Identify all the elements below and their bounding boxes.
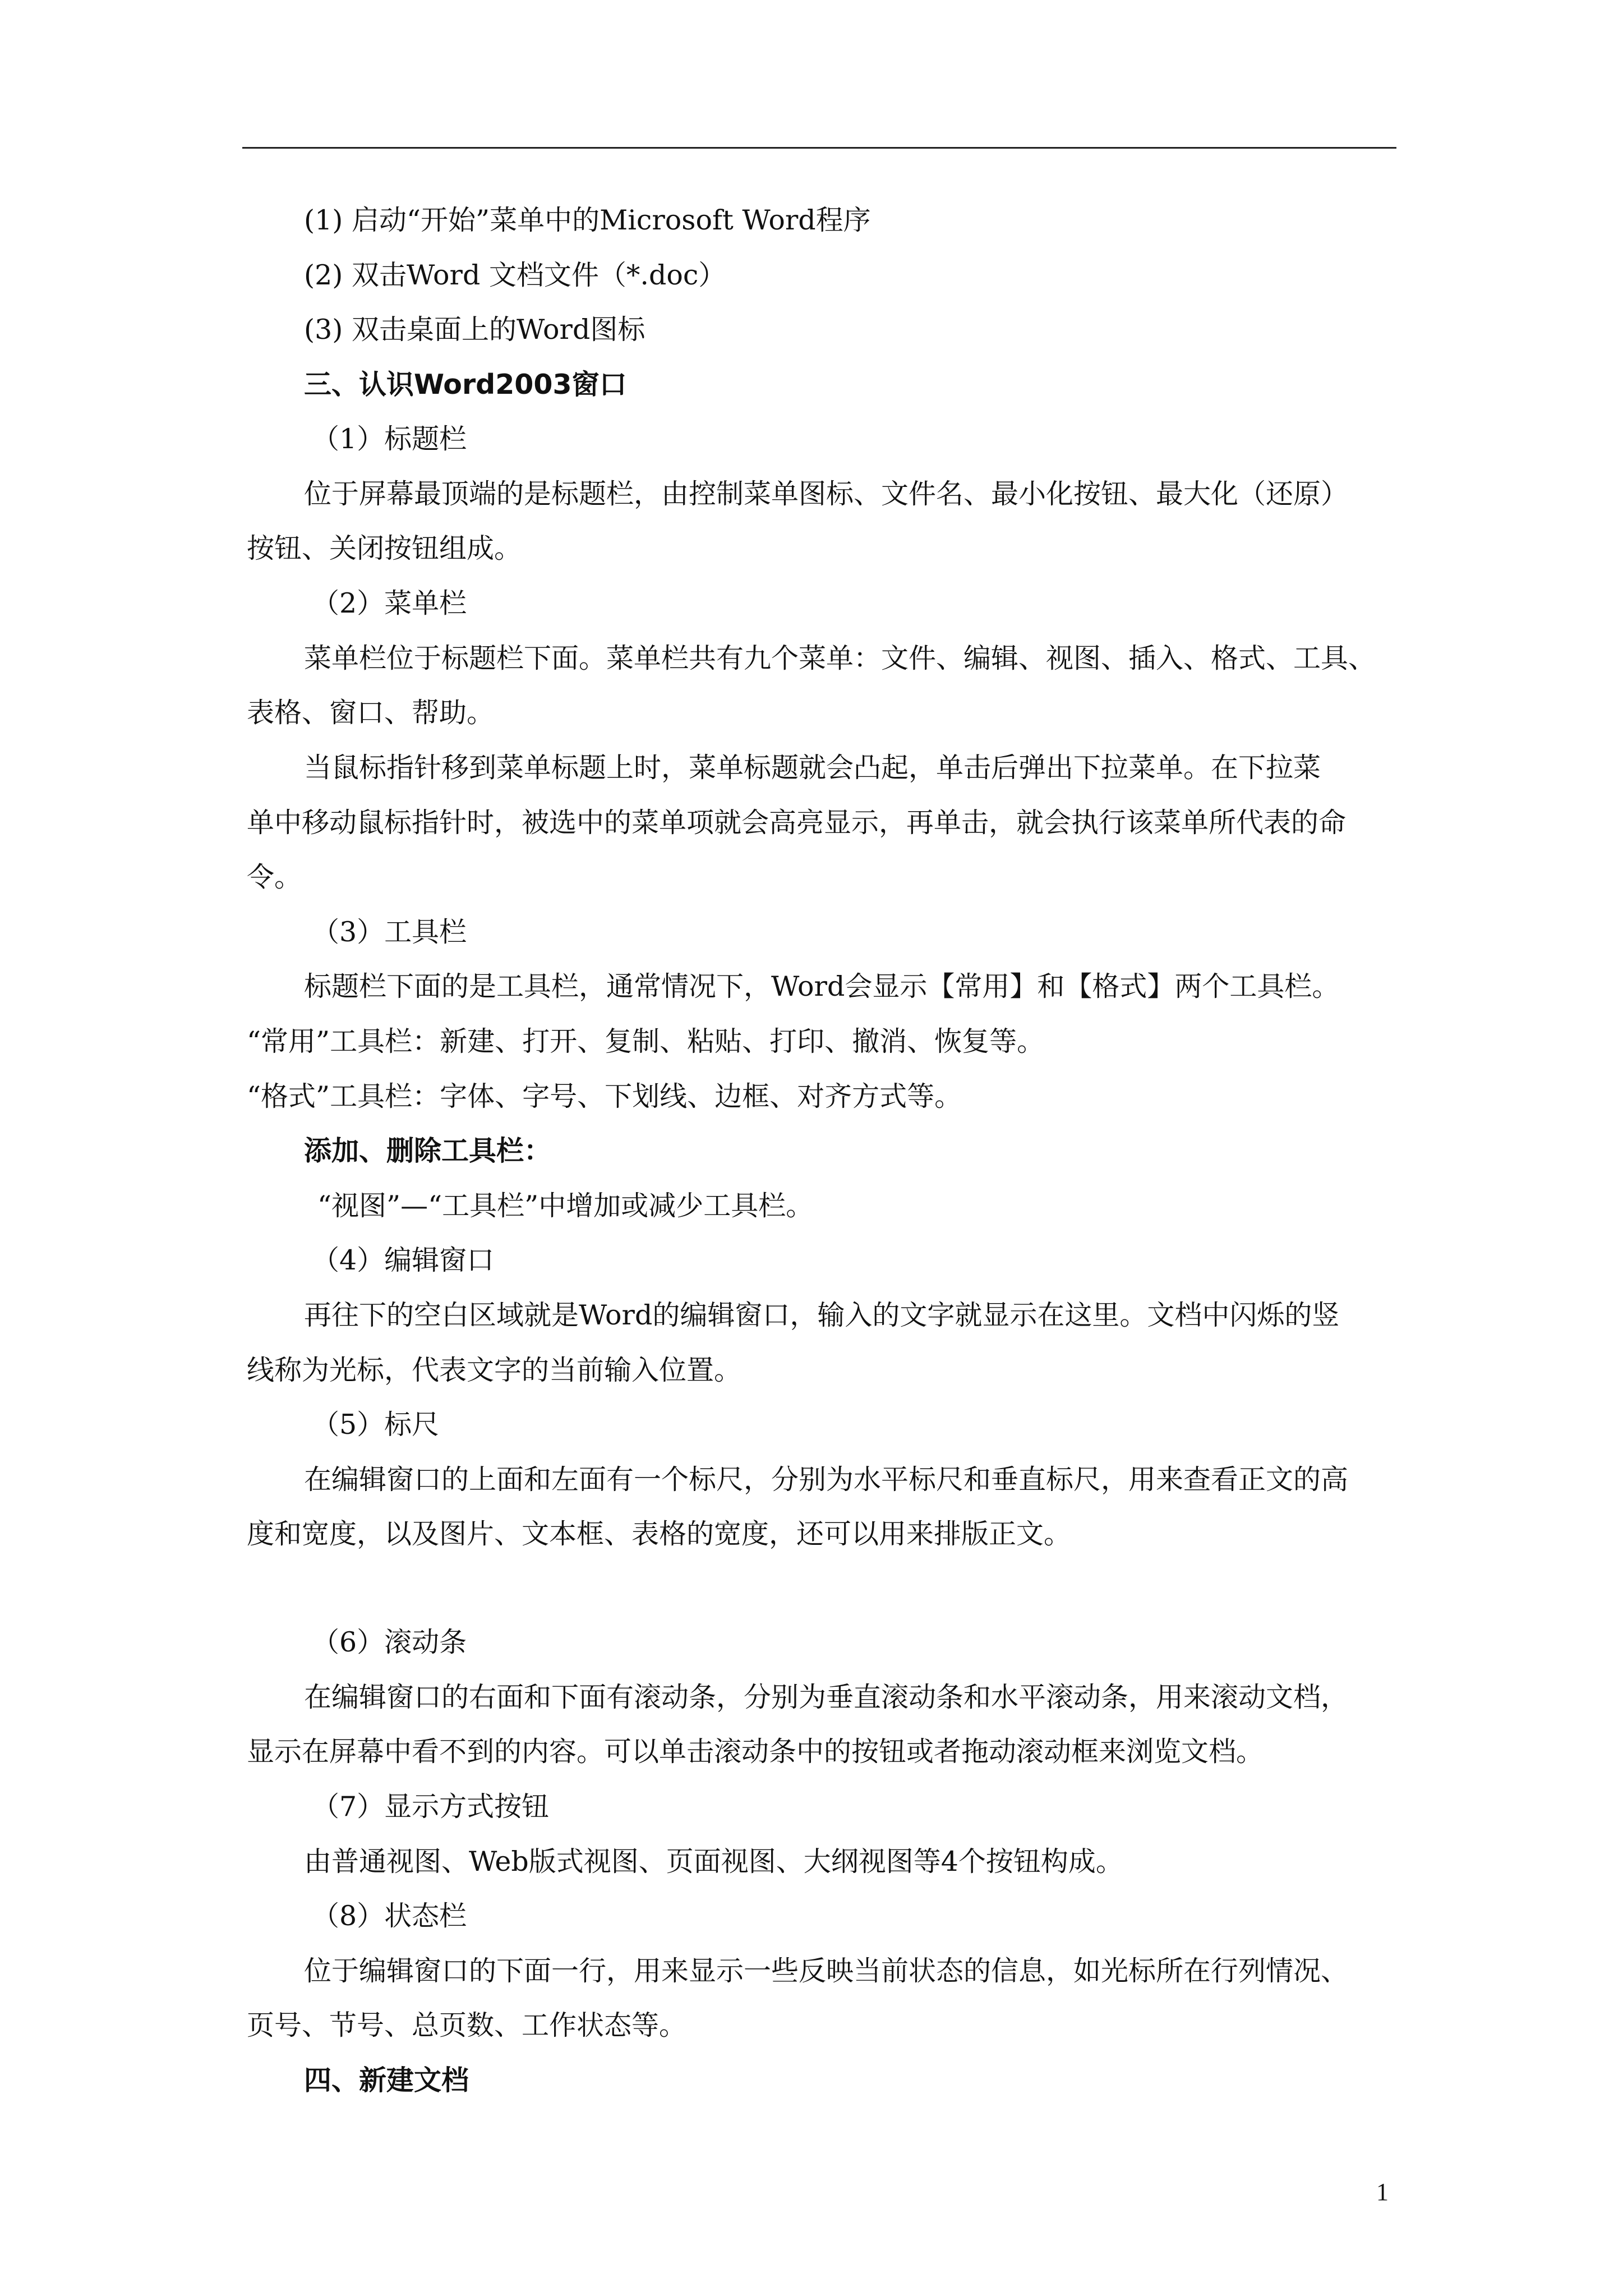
- subheading-ruler: （5）标尺: [312, 1409, 440, 1441]
- paragraph-line: 位于屏幕最顶端的是标题栏，由控制菜单图标、文件名、最小化按钮、最大化（还原）: [304, 478, 1349, 510]
- paragraph-line: 在编辑窗口的右面和下面有滚动条，分别为垂直滚动条和水平滚动条，用来滚动文档，: [304, 1681, 1349, 1713]
- subheading-view-buttons: （7）显示方式按钮: [312, 1791, 550, 1823]
- subheading-status-bar: （8）状态栏: [312, 1900, 467, 1932]
- list-item-double-click-file: (2) 双击Word 文档文件（*.doc）: [304, 259, 726, 291]
- paragraph-line: 单中移动鼠标指针时，被选中的菜单项就会高亮显示，再单击，就会执行该菜单所代表的命: [247, 807, 1347, 839]
- paragraph-line: 当鼠标指针移到菜单标题上时，菜单标题就会凸起，单击后弹出下拉菜单。在下拉菜: [304, 752, 1321, 784]
- paragraph-line: 令。: [247, 861, 302, 893]
- paragraph-line: 由普通视图、Web版式视图、页面视图、大纲视图等4个按钮构成。: [304, 1846, 1123, 1878]
- list-item-start-menu: (1) 启动“开始”菜单中的Microsoft Word程序: [304, 204, 871, 236]
- paragraph-line: 按钮、关闭按钮组成。: [247, 532, 522, 564]
- page-number: 1: [1376, 2178, 1389, 2206]
- paragraph-line: 度和宽度，以及图片、文本框、表格的宽度，还可以用来排版正文。: [247, 1518, 1072, 1550]
- paragraph-line: 页号、节号、总页数、工作状态等。: [247, 2009, 687, 2041]
- paragraph-line: 线称为光标，代表文字的当前输入位置。: [247, 1354, 742, 1386]
- section-heading-new-document: 四、新建文档: [304, 2064, 469, 2096]
- subheading-edit-window: （4）编辑窗口: [312, 1244, 495, 1276]
- paragraph-line: 在编辑窗口的上面和左面有一个标尺，分别为水平标尺和垂直标尺，用来查看正文的高: [304, 1464, 1349, 1496]
- paragraph-line: 位于编辑窗口的下面一行，用来显示一些反映当前状态的信息，如光标所在行列情况、: [304, 1955, 1349, 1987]
- paragraph-line: 标题栏下面的是工具栏，通常情况下，Word会显示【常用】和【格式】两个工具栏。: [304, 970, 1340, 1002]
- header-rule: [242, 147, 1396, 149]
- paragraph-line: 表格、窗口、帮助。: [247, 697, 495, 729]
- paragraph-line: “格式”工具栏：字体、字号、下划线、边框、对齐方式等。: [247, 1080, 962, 1112]
- paragraph-line: 菜单栏位于标题栏下面。菜单栏共有九个菜单：文件、编辑、视图、插入、格式、工具、: [304, 642, 1376, 674]
- subheading-toolbar: （3）工具栏: [312, 916, 467, 948]
- subheading-title-bar: （1）标题栏: [312, 423, 467, 455]
- list-item-desktop-icon: (3) 双击桌面上的Word图标: [304, 314, 645, 346]
- paragraph-line: “视图”—“工具栏”中增加或减少工具栏。: [317, 1190, 814, 1222]
- subheading-menu-bar: （2）菜单栏: [312, 587, 467, 619]
- paragraph-line: “常用”工具栏：新建、打开、复制、粘贴、打印、撤消、恢复等。: [247, 1025, 1045, 1057]
- section-heading-window: 三、认识Word2003窗口: [304, 369, 627, 401]
- paragraph-line: 再往下的空白区域就是Word的编辑窗口，输入的文字就显示在这里。文档中闪烁的竖: [304, 1299, 1340, 1331]
- subheading-scrollbar: （6）滚动条: [312, 1626, 467, 1658]
- bold-label-add-remove-toolbar: 添加、删除工具栏：: [304, 1135, 552, 1167]
- paragraph-line: 显示在屏幕中看不到的内容。可以单击滚动条中的按钮或者拖动滚动框来浏览文档。: [247, 1736, 1264, 1768]
